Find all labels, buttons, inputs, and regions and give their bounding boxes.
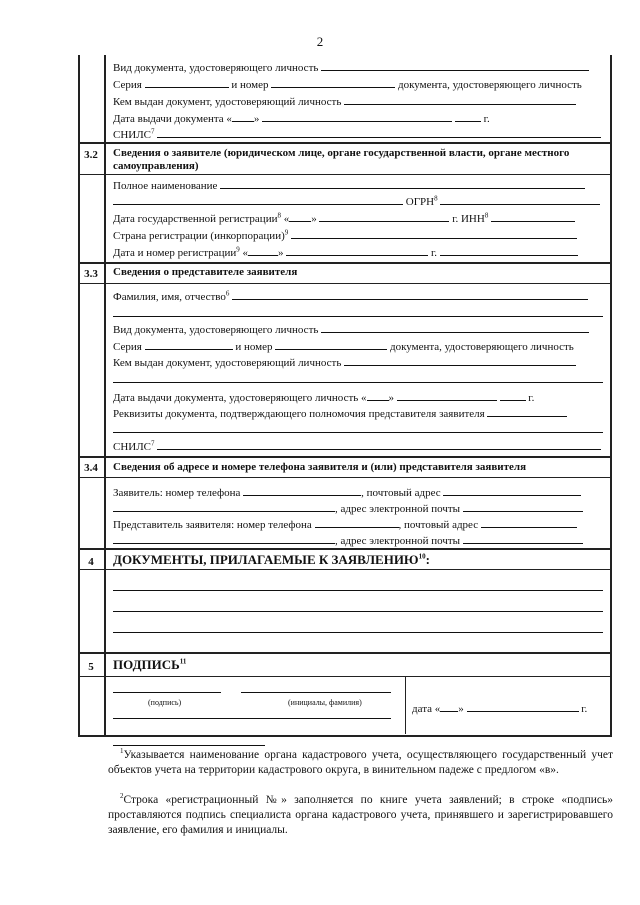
series-field[interactable] <box>145 77 229 88</box>
applicant-postal-field-2[interactable] <box>113 501 335 512</box>
full-name-label: Полное наименование <box>113 180 218 192</box>
section-number-5: 5 <box>88 661 94 673</box>
issue-date-label: Дата выдачи документа « <box>113 113 232 125</box>
issued-by-row <box>113 94 603 109</box>
snils-row <box>113 127 603 142</box>
rep-series-row <box>113 339 603 354</box>
rep-snils-row <box>113 439 603 454</box>
footnote-ref: 9 <box>236 245 240 254</box>
reg-month-field[interactable] <box>319 211 449 222</box>
rep-snils-field[interactable] <box>157 439 601 450</box>
rep-issued-by-label: Кем выдан документ, удостоверяющий личность <box>113 357 342 369</box>
footnote-ref: 8 <box>484 211 489 220</box>
issue-year-field[interactable] <box>455 111 481 122</box>
rep-issued-by-field-2[interactable] <box>113 382 603 383</box>
quote-close: » <box>253 113 260 125</box>
rep-number-label: и номер <box>235 341 273 353</box>
attached-doc-line-1[interactable] <box>113 590 603 591</box>
rep-issued-by-field[interactable] <box>344 355 576 366</box>
separator <box>78 652 610 654</box>
series-label: Серия <box>113 79 142 91</box>
separator <box>78 676 610 677</box>
year-label: г. <box>483 113 490 125</box>
section-title-3-4: Сведения об адресе и номере телефона заявителя и (или) представителя заявителя <box>113 461 527 473</box>
attached-doc-line-3[interactable] <box>113 632 603 633</box>
issue-month-field[interactable] <box>262 111 452 122</box>
footnote-1-mark: 1 <box>120 747 124 756</box>
section-title-3-3: Сведения о представителе заявителя <box>113 266 298 278</box>
section-number-3-4: 3.4 <box>84 462 98 474</box>
applicant-contact-row <box>113 485 603 500</box>
issue-day-field[interactable] <box>232 111 254 122</box>
rep-doc-type-label: Вид документа, удостоверяющего личность <box>113 324 319 336</box>
reg-date-label: Дата государственной регистрации <box>113 213 278 225</box>
section-number-3-3: 3.3 <box>84 268 98 280</box>
doc-type-row <box>113 60 603 75</box>
sign-date-label: дата « <box>412 703 441 715</box>
rep-snils-label: СНИЛС <box>113 441 152 453</box>
footnote-1-text: Указывается наименование органа кадастрового учета, осуществляющего государственный учет объектов учета на территории кадастрового округа, в винительном падеже с предлогом «в». <box>108 749 613 776</box>
quote-close: » <box>277 247 284 259</box>
footnote-ref: 7 <box>151 439 155 448</box>
issued-by-label: Кем выдан документ, удостоверяющий личность <box>113 96 342 108</box>
applicant-email-field[interactable] <box>463 501 583 512</box>
full-name-field[interactable] <box>220 178 585 189</box>
year-label: г. <box>430 247 438 259</box>
authority-doc-row <box>113 406 603 421</box>
authority-doc-field-2[interactable] <box>113 432 603 433</box>
reg-date-row <box>113 211 603 226</box>
footnote-ref: 10 <box>418 552 426 561</box>
section-number-3-2: 3.2 <box>84 149 98 161</box>
footnote-2-text: Строка «регистрационный №» заполняется по книге учета заявлений; в строке «подпись» проставляются подпись специалиста органа кадастрового учета, принявшего и зарегистрировавшего заявление, его фамилия и инициалы. <box>108 794 613 836</box>
reg-date-number-label: Дата и номер регистрации <box>113 247 237 259</box>
rep-postal-field[interactable] <box>481 517 577 528</box>
footnote-1 <box>108 748 613 778</box>
quote-close: » <box>311 213 317 225</box>
issue-date-row <box>113 111 603 126</box>
full-name-row <box>113 178 603 193</box>
ogrn-field[interactable] <box>440 194 600 205</box>
quote-open: « <box>283 213 290 225</box>
ogrn-label: ОГРН <box>405 196 435 208</box>
snils-label: СНИЛС <box>113 129 152 141</box>
rep-number-field[interactable] <box>275 339 387 350</box>
sign-date-row <box>412 701 607 716</box>
reg-month-field[interactable] <box>286 245 428 256</box>
number-field[interactable] <box>271 77 395 88</box>
inn-field[interactable] <box>491 211 575 222</box>
full-name-field-2[interactable] <box>113 194 403 205</box>
rep-postal-label: , почтовый адрес <box>398 519 479 531</box>
year-label: г. <box>528 392 535 404</box>
issued-by-field[interactable] <box>344 94 576 105</box>
separator <box>78 283 610 284</box>
rep-postal-field-2[interactable] <box>113 533 335 544</box>
rep-issue-year-field[interactable] <box>500 390 526 401</box>
initials-caption: (инициалы, фамилия) <box>288 698 362 707</box>
fio-label: Фамилия, имя, отчество <box>113 291 226 303</box>
doc-suffix-label: документа, удостоверяющего личность <box>397 79 582 91</box>
number-label: и номер <box>231 79 269 91</box>
rep-series-field[interactable] <box>145 339 233 350</box>
initials-field[interactable] <box>241 692 391 693</box>
quote-close: » <box>458 703 464 715</box>
footnote-ref: 9 <box>284 228 289 237</box>
sign-day-field[interactable] <box>440 701 458 712</box>
footnote-2-mark: 2 <box>120 792 124 801</box>
rep-series-label: Серия <box>113 341 142 353</box>
footnote-ref: 8 <box>277 211 281 220</box>
fio-row <box>113 289 603 304</box>
separator <box>78 456 610 458</box>
separator <box>78 569 610 570</box>
signature-caption: (подпись) <box>148 698 182 707</box>
series-row <box>113 77 603 92</box>
footnote-2 <box>108 793 613 838</box>
reg-number-field[interactable] <box>440 245 578 256</box>
rep-issue-day-field[interactable] <box>367 390 389 401</box>
separator <box>78 174 610 175</box>
signature-divider <box>405 676 406 734</box>
rep-contact-row <box>113 517 603 532</box>
footnote-ref: 6 <box>225 289 230 298</box>
attached-doc-line-2[interactable] <box>113 611 603 612</box>
rep-issue-month-field[interactable] <box>397 390 497 401</box>
quote-close: » <box>388 392 395 404</box>
applicant-postal-label: , почтовый адрес <box>361 487 441 499</box>
footnote-ref: 8 <box>434 194 438 203</box>
rep-email-label: , адрес электронной почты <box>335 535 461 547</box>
rep-doc-type-field[interactable] <box>321 322 589 333</box>
signature-title: ПОДПИСЬ <box>113 657 180 672</box>
fio-field-2[interactable] <box>113 316 603 317</box>
reg-day-field[interactable] <box>289 211 311 222</box>
separator <box>78 477 610 478</box>
country-label: Страна регистрации (инкорпорации) <box>113 230 285 242</box>
fio-field[interactable] <box>232 289 588 300</box>
footnote-separator <box>113 745 265 746</box>
ogrn-row <box>113 194 603 209</box>
docs-colon: : <box>425 552 430 567</box>
rep-issue-date-row <box>113 390 603 405</box>
separator <box>78 142 610 144</box>
rep-email-row <box>113 533 603 548</box>
docs-title: ДОКУМЕНТЫ, ПРИЛАГАЕМЫЕ К ЗАЯВЛЕНИЮ <box>113 552 419 567</box>
rep-phone-label: Представитель заявителя: номер телефона <box>113 519 312 531</box>
snils-field[interactable] <box>157 127 601 138</box>
year-label: г. <box>581 703 588 715</box>
separator <box>78 548 610 550</box>
section-number-4: 4 <box>88 556 94 568</box>
doc-type-field[interactable] <box>321 60 589 71</box>
separator <box>78 262 610 264</box>
sign-month-field[interactable] <box>467 701 579 712</box>
country-row <box>113 228 603 243</box>
rep-doc-suffix-label: документа, удостоверяющего личность <box>389 341 574 353</box>
number-column-divider <box>104 55 106 735</box>
authority-doc-label: Реквизиты документа, подтверждающего полномочия представителя заявителя <box>113 408 485 420</box>
footnote-ref: 11 <box>179 657 187 666</box>
reg-date-number-row <box>113 245 603 260</box>
country-field[interactable] <box>291 228 577 239</box>
footnote-ref: 7 <box>151 127 155 136</box>
section-title-5 <box>113 658 603 671</box>
signature-field[interactable] <box>113 692 221 693</box>
rep-email-field[interactable] <box>463 533 583 544</box>
section-title-4 <box>113 553 603 566</box>
authority-doc-field[interactable] <box>487 406 567 417</box>
inn-label: г. ИНН <box>452 213 485 225</box>
reg-day-field[interactable] <box>248 245 278 256</box>
quote-open: « <box>242 247 248 259</box>
applicant-phone-label: Заявитель: номер телефона <box>113 487 241 499</box>
rep-doc-type-row <box>113 322 603 337</box>
applicant-email-row <box>113 501 603 516</box>
doc-type-label: Вид документа, удостоверяющего личность <box>113 62 319 74</box>
applicant-postal-field[interactable] <box>443 485 581 496</box>
applicant-email-label: , адрес электронной почты <box>335 503 461 515</box>
rep-issue-date-label: Дата выдачи документа, удостоверяющего личность « <box>113 392 367 404</box>
rep-issued-by-row <box>113 355 603 370</box>
signature-line-2[interactable] <box>113 718 391 719</box>
rep-phone-field[interactable] <box>315 517 399 528</box>
applicant-phone-field[interactable] <box>243 485 361 496</box>
section-title-3-2: Сведения о заявителе (юридическом лице, органе государственной власти, органе местного самоуправления) <box>113 147 570 172</box>
page-number: 2 <box>316 34 324 49</box>
